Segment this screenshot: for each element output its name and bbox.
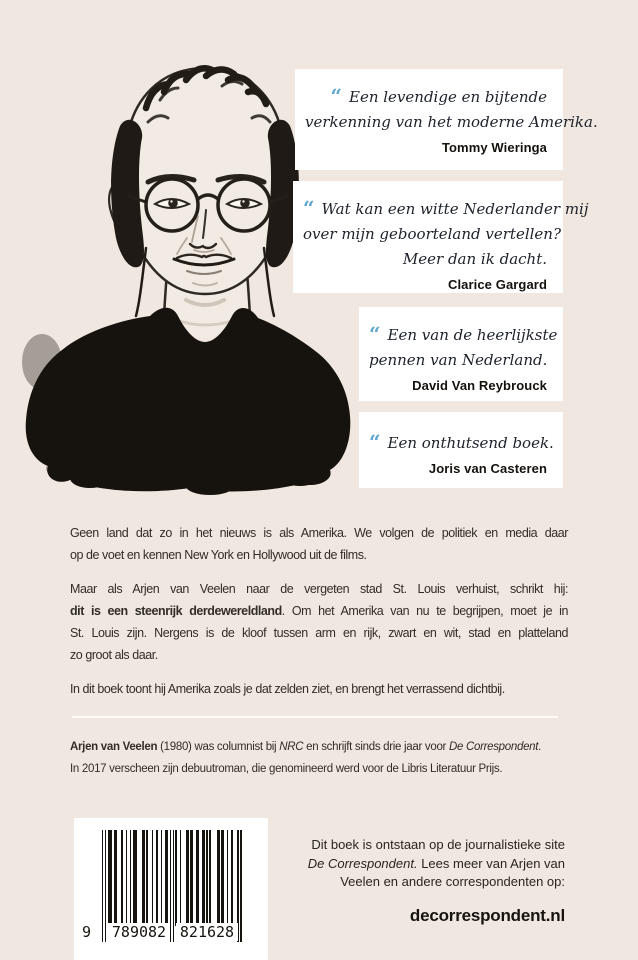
quote-author: Clarice Gargard — [447, 277, 547, 292]
barcode-digit-group-2: 821628 — [176, 923, 238, 941]
quote-text-line — [303, 195, 589, 222]
site-url: decorrespondent.nl — [409, 905, 565, 925]
bio-line-1: Arjen van Veelen (1980) was columnist bij NRC en schrijft sinds drie jaar voor De Correspondent. — [70, 741, 542, 753]
blurb-paragraph-1 — [70, 522, 568, 566]
quote-mark-icon: “ — [369, 430, 381, 454]
imprint-line-2: De Correspondent. Lees meer van Arjen van — [307, 855, 565, 871]
publisher-imprint — [245, 836, 565, 925]
blurb-line: St. Louis zijn. Nergens is de kloof tussen arm en rijk, zwart en wit, stad en platteland — [70, 626, 568, 640]
quote-card-1 — [295, 69, 598, 170]
bio-line-2: In 2017 verscheen zijn debuutroman, die genomineerd werd voor de Libris Literatuur Prijs. — [70, 763, 503, 775]
barcode-digit-prefix: 9 — [82, 923, 92, 941]
barcode-module — [240, 830, 241, 942]
section-divider — [72, 716, 558, 718]
blurb-line — [70, 600, 568, 622]
quote-text: Een levendige en bijtende — [349, 88, 547, 106]
quote-card-3 — [359, 307, 563, 401]
quote-text-line — [305, 83, 547, 110]
blurb-line-rest: . Om het Amerika van nu te begrijpen, moet je in — [281, 604, 568, 618]
blurb-line: In dit boek toont hij Amerika zoals je dat zelden ziet, en brengt het verrassend dichtbij. — [70, 682, 505, 696]
portrait-torso — [26, 308, 351, 495]
blurb-line: zo groot als daar. — [70, 648, 158, 662]
quote-text-line: pennen van Nederland. — [369, 351, 548, 369]
back-cover-blurb — [70, 522, 568, 712]
quote-mark-icon: “ — [303, 196, 315, 220]
blurb-bold-phrase: dit is een steenrijk derdewereldland — [70, 604, 282, 618]
quote-author: David Van Reybrouck — [412, 378, 547, 393]
quote-text-line — [369, 429, 554, 456]
blurb-line: Maar als Arjen van Veelen naar de vergeten stad St. Louis verhuist, schrikt hij: — [70, 582, 568, 596]
author-bio — [70, 736, 570, 780]
imprint-line-3: Veelen en andere correspondenten op: — [340, 874, 565, 889]
quote-author: Tommy Wieringa — [441, 140, 547, 155]
quote-mark-icon: “ — [369, 322, 381, 346]
quote-mark-icon: “ — [330, 84, 342, 108]
blurb-paragraph-2 — [70, 578, 568, 666]
quote-text: Een onthutsend boek. — [387, 434, 554, 452]
quote-card-4 — [359, 412, 563, 488]
imprint-line-1: Dit boek is ontstaan op de journalistieke site — [311, 837, 565, 852]
publication-nrc: NRC — [279, 741, 304, 753]
quote-text: Wat kan een witte Nederlander mij — [321, 200, 589, 218]
quote-text-line — [369, 321, 558, 348]
blurb-paragraph-3 — [70, 678, 568, 700]
quote-author: Joris van Casteren — [428, 461, 547, 476]
barcode-digit-group-1: 789082 — [108, 923, 170, 941]
blurb-line: op de voet en kennen New York en Hollywood uit de films. — [70, 548, 367, 562]
publication-decorrespondent: De Correspondent — [448, 741, 539, 753]
quote-card-2 — [293, 181, 589, 293]
quote-text: Een van de heerlijkste — [387, 326, 558, 344]
isbn-barcode — [74, 818, 268, 960]
quote-text-line: Meer dan ik dacht. — [402, 250, 547, 268]
author-name: Arjen van Veelen — [70, 741, 158, 753]
publication-decorrespondent: De Correspondent. — [307, 855, 418, 871]
quote-text-line: verkenning van het moderne Amerika. — [305, 113, 598, 131]
quote-text-line: over mijn geboorteland vertellen? — [303, 225, 562, 243]
blurb-line: Geen land dat zo in het nieuws is als Amerika. We volgen de politiek en media daar — [70, 526, 568, 540]
